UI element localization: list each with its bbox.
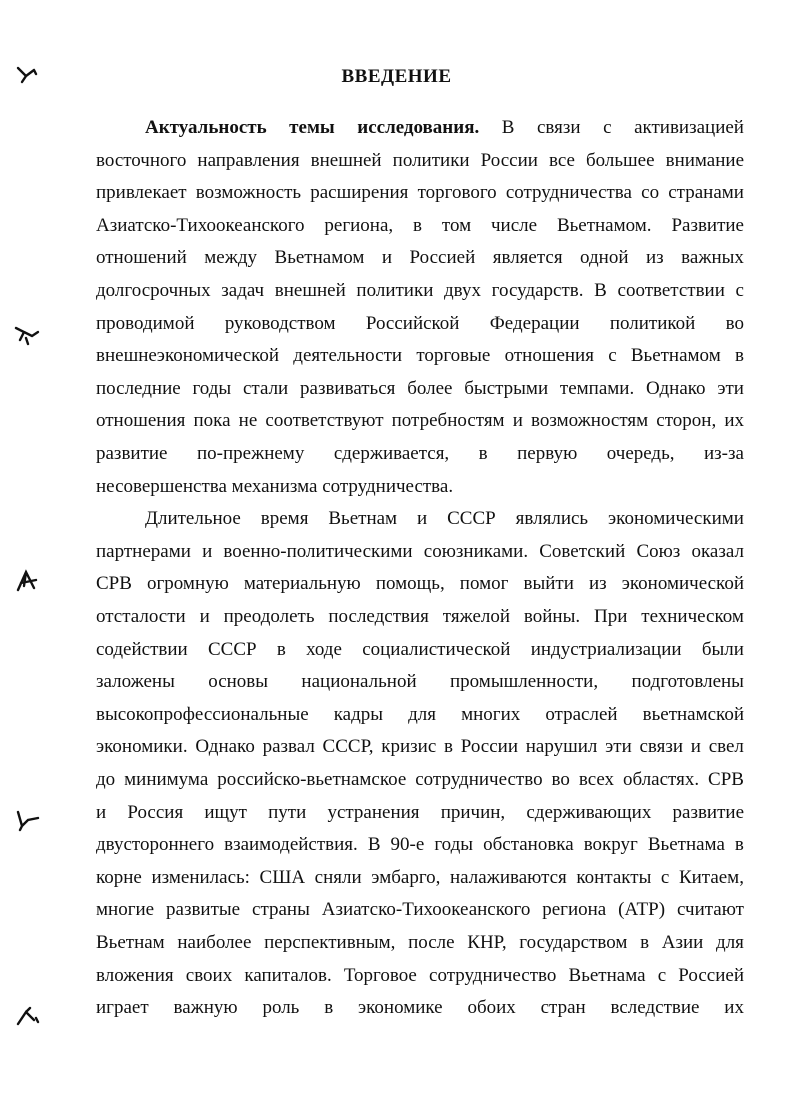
word: Вьетнамом	[274, 247, 365, 268]
word: Вьетнам	[328, 508, 398, 529]
word: корне	[96, 867, 142, 888]
word: политики	[356, 280, 434, 301]
word: пути	[268, 802, 307, 823]
word: том	[441, 215, 472, 236]
text-line	[96, 571, 744, 597]
word: преодолеть	[223, 606, 315, 627]
word: свел	[708, 736, 744, 757]
word: не	[238, 410, 258, 431]
word: годы	[434, 834, 474, 855]
word: числе	[490, 215, 538, 236]
word: всех	[578, 769, 615, 790]
word: сторон,	[656, 410, 717, 431]
word: восточного	[96, 150, 187, 171]
word: тяжелой	[442, 606, 511, 627]
word: долгосрочных	[96, 280, 211, 301]
word: России	[460, 736, 518, 757]
word: последствия	[328, 606, 429, 627]
word: государств.	[491, 280, 584, 301]
word: войны.	[523, 606, 581, 627]
word: огромную	[147, 573, 229, 594]
word: Федерации	[489, 313, 580, 334]
word: помощь,	[375, 573, 445, 594]
word: эти	[717, 378, 744, 399]
word: играет	[96, 997, 149, 1018]
text-line	[96, 148, 744, 174]
word: являлись	[515, 508, 589, 529]
text-line	[96, 376, 744, 402]
word: сдерживается,	[333, 443, 450, 464]
word: СССР	[447, 508, 496, 529]
word: и	[96, 802, 107, 823]
word: сотрудничество	[429, 965, 557, 986]
word: Российской	[365, 313, 460, 334]
text-line	[145, 115, 744, 141]
word: эти	[605, 736, 632, 757]
word: изменилась:	[151, 867, 250, 888]
word: Россия	[127, 802, 184, 823]
word: отношений	[96, 247, 187, 268]
word: областях.	[623, 769, 700, 790]
text-line	[96, 995, 744, 1021]
word: экономической	[621, 573, 744, 594]
word: многие	[96, 899, 155, 920]
word: США	[259, 867, 306, 888]
word: Россией	[678, 965, 744, 986]
word: Актуальность	[145, 117, 267, 138]
word: минимума	[124, 769, 209, 790]
word: из	[588, 573, 607, 594]
word: с	[660, 867, 670, 888]
word: политики	[392, 150, 470, 171]
word: время	[260, 508, 309, 529]
word: большее	[585, 150, 655, 171]
word: первую	[517, 443, 578, 464]
word: Азиатско-Тихоокеанского	[321, 899, 531, 920]
word: политикой	[609, 313, 696, 334]
word: (АТР)	[618, 899, 666, 920]
word: Торговое	[343, 965, 417, 986]
text-line	[96, 702, 744, 728]
text-line	[96, 669, 744, 695]
word: вследствие	[610, 997, 700, 1018]
word: вьетнамской	[642, 704, 744, 725]
word: контакты	[576, 867, 652, 888]
word: развал	[262, 736, 315, 757]
word: обоих	[467, 997, 516, 1018]
word: в	[734, 834, 744, 855]
word: между	[204, 247, 258, 268]
word: При	[594, 606, 628, 627]
text-line	[96, 278, 744, 304]
text-line	[96, 180, 744, 206]
text-line	[96, 604, 744, 630]
text-line	[96, 213, 744, 239]
text-line: несовершенства механизма сотрудничества.	[96, 476, 454, 497]
word: по-прежнему	[196, 443, 305, 464]
word: нарушил	[525, 736, 598, 757]
word: перспективным,	[264, 932, 396, 953]
word: со	[641, 182, 660, 203]
word: в	[640, 932, 650, 953]
word: во	[725, 313, 744, 334]
word: в	[276, 639, 286, 660]
word: расширения	[310, 182, 409, 203]
word: их	[724, 997, 744, 1018]
word: отраслей	[545, 704, 618, 725]
word: Вьетнамом.	[556, 215, 652, 236]
word: и	[202, 541, 213, 562]
word: сдерживающих	[526, 802, 652, 823]
word: Развитие	[671, 215, 744, 236]
text-line	[96, 311, 744, 337]
word: индустриализации	[530, 639, 682, 660]
word: Азиатско-Тихоокеанского	[96, 215, 305, 236]
text-line	[96, 408, 744, 434]
word: В	[501, 117, 515, 138]
word: внешней	[310, 150, 382, 171]
margin-mark-icon	[12, 808, 42, 832]
word: годы	[192, 378, 232, 399]
word: и	[512, 410, 523, 431]
word: экономическими	[608, 508, 744, 529]
text-line	[96, 637, 744, 663]
word: военно-политическими	[223, 541, 413, 562]
word: с	[657, 965, 667, 986]
word: двустороннего	[96, 834, 215, 855]
word: В	[367, 834, 381, 855]
word: многих	[461, 704, 521, 725]
margin-mark-icon	[12, 1004, 42, 1028]
text-line	[96, 767, 744, 793]
word: для	[716, 932, 744, 953]
word: сотрудничество	[415, 769, 543, 790]
word: считают	[676, 899, 744, 920]
word: социалистической	[362, 639, 511, 660]
word: исследования.	[357, 117, 480, 138]
word: региона	[542, 899, 607, 920]
word: стали	[243, 378, 289, 399]
word: партнерами	[96, 541, 191, 562]
word: торгового	[417, 182, 497, 203]
word: последние	[96, 378, 181, 399]
word: Длительное	[145, 508, 241, 529]
word: важных	[681, 247, 744, 268]
word: вокруг	[583, 834, 638, 855]
word: российско-вьетнамское	[217, 769, 407, 790]
word: СССР,	[322, 736, 374, 757]
word: Вьетнама	[568, 965, 646, 986]
word: из	[646, 247, 664, 268]
word: роль	[262, 997, 300, 1018]
word: и	[381, 247, 393, 268]
text-line	[96, 865, 744, 891]
word: связи	[639, 736, 684, 757]
word: задач	[221, 280, 265, 301]
word: подготовлены	[631, 671, 744, 692]
word: важную	[173, 997, 238, 1018]
word: внешнеэкономической	[96, 345, 280, 366]
text-line	[96, 539, 744, 565]
word: активизацией	[634, 117, 744, 138]
word: возможность	[195, 182, 302, 203]
word: торговые	[416, 345, 491, 366]
word: оказал	[691, 541, 744, 562]
word: ищут	[204, 802, 247, 823]
word: возможностям	[531, 410, 649, 431]
word: привлекает	[96, 182, 187, 203]
word: внешней	[274, 280, 346, 301]
word: содействии	[96, 639, 188, 660]
word: промышленности,	[449, 671, 599, 692]
word: Советский	[539, 541, 626, 562]
word: России	[480, 150, 538, 171]
word: ходе	[306, 639, 342, 660]
word: более	[407, 378, 453, 399]
word: до	[96, 769, 116, 790]
word: помог	[459, 573, 509, 594]
text-line	[96, 832, 744, 858]
word: государством	[519, 932, 628, 953]
word: для	[408, 704, 436, 725]
word: взаимодействия.	[224, 834, 358, 855]
word: экономике	[358, 997, 443, 1018]
word: с	[735, 280, 744, 301]
word: капиталов.	[244, 965, 332, 986]
word: странами	[668, 182, 744, 203]
word: внимание	[665, 150, 744, 171]
text-line	[96, 734, 744, 760]
word: соответствуют	[265, 410, 384, 431]
word: сняли	[314, 867, 362, 888]
word: отношения	[504, 345, 594, 366]
text-line	[96, 245, 744, 271]
word: из-за	[704, 443, 744, 464]
word: кадры	[333, 704, 384, 725]
word: союзниками.	[423, 541, 529, 562]
word: СССР	[207, 639, 257, 660]
word: двух	[444, 280, 482, 301]
word: развитие	[672, 802, 744, 823]
word: национальной	[301, 671, 417, 692]
word: Азии	[661, 932, 704, 953]
word: отсталости	[96, 606, 186, 627]
word: Вьетнама	[647, 834, 725, 855]
text-line	[96, 897, 744, 923]
word: сотрудничества	[505, 182, 632, 203]
word: в	[324, 997, 334, 1018]
word: в	[413, 215, 423, 236]
word: Вьетнам	[96, 932, 165, 953]
text-line	[96, 930, 744, 956]
word: с	[608, 345, 617, 366]
word: Союз	[636, 541, 681, 562]
word: региона,	[324, 215, 394, 236]
word: основы	[208, 671, 269, 692]
word: были	[701, 639, 744, 660]
word: и	[417, 508, 428, 529]
text-line	[96, 800, 744, 826]
word: деятельности	[293, 345, 403, 366]
text-line	[96, 441, 744, 467]
word: КНР,	[467, 932, 507, 953]
word: техническом	[641, 606, 744, 627]
word: во	[551, 769, 570, 790]
word: отношения	[96, 410, 186, 431]
word: в	[734, 345, 744, 366]
word: обстановка	[483, 834, 574, 855]
word: и	[199, 606, 210, 627]
word: вложения	[96, 965, 174, 986]
word: Россией	[409, 247, 476, 268]
word: своих	[185, 965, 233, 986]
word: эмбарго,	[371, 867, 441, 888]
word: Китаем,	[678, 867, 744, 888]
word: материальную	[243, 573, 361, 594]
text-line	[145, 506, 744, 532]
word: причин,	[440, 802, 506, 823]
word: стран	[540, 997, 586, 1018]
word: соответствии	[617, 280, 725, 301]
word: и	[690, 736, 701, 757]
word: наиболее	[177, 932, 252, 953]
word: Вьетнамом	[630, 345, 721, 366]
word: в	[478, 443, 488, 464]
text-line	[96, 963, 744, 989]
word: потребностям	[391, 410, 505, 431]
word: страны	[252, 899, 310, 920]
margin-mark-icon	[12, 322, 42, 346]
word: темы	[289, 117, 335, 138]
word: Однако	[195, 736, 255, 757]
word: выйти	[523, 573, 574, 594]
margin-mark-icon	[12, 568, 42, 592]
page-title: ВВЕДЕНИЕ	[341, 66, 452, 87]
text-line	[96, 343, 744, 369]
word: экономики.	[96, 736, 188, 757]
word: руководством	[224, 313, 336, 334]
word: связи	[536, 117, 581, 138]
word: кризис	[381, 736, 437, 757]
word: их	[724, 410, 744, 431]
word: устранения	[327, 802, 420, 823]
word: высокопрофессиональные	[96, 704, 309, 725]
word: с	[603, 117, 612, 138]
word: СРВ	[708, 769, 744, 790]
word: заложены	[96, 671, 175, 692]
word: очередь,	[606, 443, 675, 464]
word: В	[594, 280, 607, 301]
word: направления	[197, 150, 300, 171]
word: проводимой	[96, 313, 195, 334]
word: развитые	[166, 899, 241, 920]
word: является	[492, 247, 563, 268]
word: 90-е	[390, 834, 425, 855]
word: развитие	[96, 443, 168, 464]
word: пока	[193, 410, 231, 431]
word: быстрыми	[464, 378, 549, 399]
word: одной	[580, 247, 629, 268]
word: налаживаются	[450, 867, 567, 888]
word: развиваться	[300, 378, 396, 399]
word: СРВ	[96, 573, 132, 594]
word: в	[444, 736, 453, 757]
word: все	[548, 150, 575, 171]
word: темпами.	[559, 378, 635, 399]
word: после	[408, 932, 455, 953]
word: Однако	[646, 378, 706, 399]
